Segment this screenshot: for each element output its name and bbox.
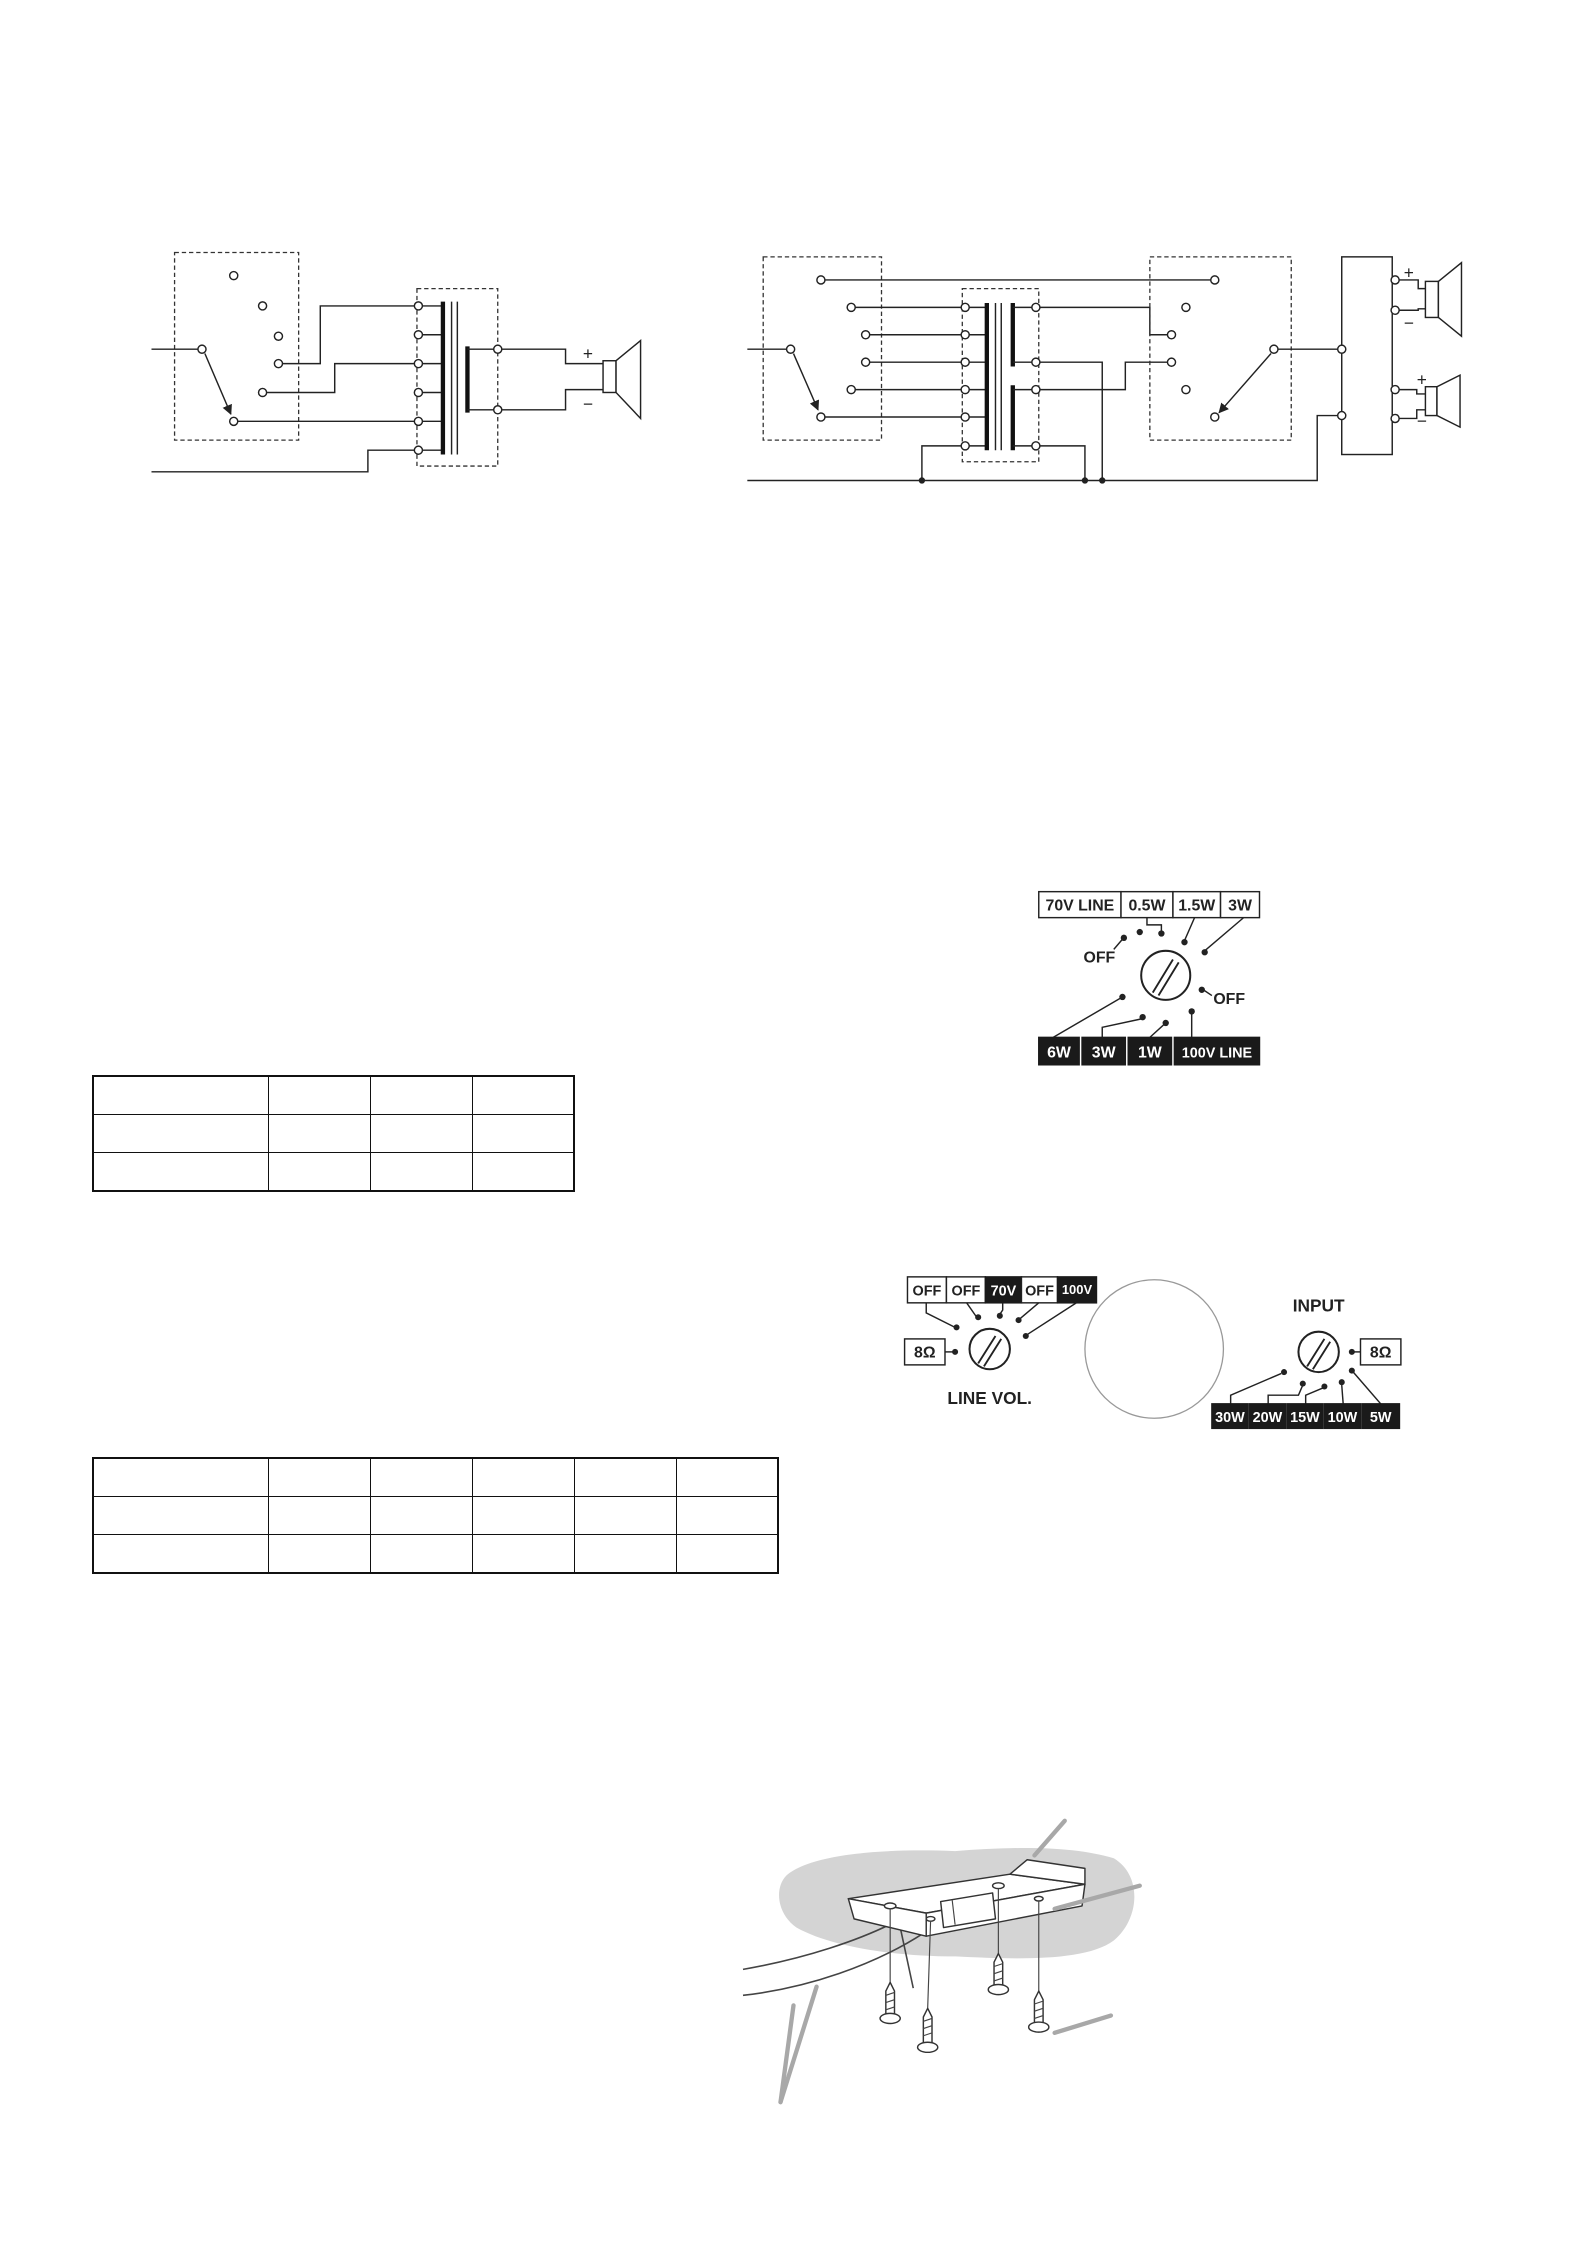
screw-hole [884,1903,896,1909]
label-off: OFF [912,1283,942,1300]
junction-dot [919,477,925,483]
common-tap-wire [922,446,961,481]
network-output-terminal [1391,386,1399,394]
switch-contact [817,413,825,421]
secondary-terminal [1032,303,1040,311]
network-output-terminal [1391,276,1399,284]
table-row [93,1458,778,1497]
polarity-minus: − [582,393,593,414]
position-dot [1158,930,1164,936]
position-leader [1027,1303,1076,1335]
tap-selector-70v-100v [1039,892,1260,1065]
label-100v: 100V [1061,1282,1093,1298]
position-dot [1119,994,1125,1000]
transformer-terminal [961,303,969,311]
speaker-outline-circle [1085,1280,1224,1419]
position-dot [1189,1008,1195,1014]
table-cell [370,1076,472,1115]
input-knob [1298,1332,1338,1372]
primary-tap-leads [970,307,986,446]
secondary-leads [467,349,493,410]
line-vol-label: LINE VOL. [947,1387,1032,1408]
position-leader [1184,918,1194,941]
mounting-screw [918,2008,938,2052]
position-leader [967,1303,977,1317]
position-dot [1349,1368,1355,1374]
mounting-screw [880,1982,900,2023]
transformer-terminal [414,446,422,454]
label-off: OFF [1025,1283,1054,1300]
position-leader [1342,1385,1343,1404]
position-dot [1202,949,1208,955]
line-volume-knob [970,1329,1010,1369]
table-cell [574,1497,676,1535]
screw-head [1029,2022,1049,2032]
secondary-terminal [494,345,502,353]
table-cell [370,1497,472,1535]
label-70v-line: 70V LINE [1045,897,1115,915]
position-dot [1139,1014,1145,1020]
switch-contact [230,417,238,425]
switch-contact [817,276,825,284]
transformer-terminal [961,442,969,450]
switch-contact [259,302,267,310]
switch-contact [1182,386,1190,394]
network-input-terminal [1338,345,1346,353]
label-off-right: OFF [1213,991,1246,1009]
switch-contact [274,332,282,340]
junction-dot [1082,477,1088,483]
transformer-terminal [961,358,969,366]
small-speaker-cone [1437,375,1460,427]
callout-leader-cable [781,1987,817,2102]
position-dot [1016,1317,1022,1323]
screw-head [880,2013,900,2023]
position-dot [1137,929,1143,935]
polarity-minus: − [1403,313,1414,333]
table-cell [370,1458,472,1497]
selector-arrow [1219,354,1271,413]
polarity-plus: + [1403,262,1414,283]
position-dot [1199,987,1205,993]
selector-arrow [205,354,231,415]
switch-contact [274,360,282,368]
position-leader [1053,997,1122,1037]
table-cell [93,1458,268,1497]
table-row [93,1076,574,1115]
position-leader [1231,1374,1281,1404]
polarity-plus: + [582,343,593,364]
network-input-terminal [1338,412,1346,420]
position-dot [1023,1333,1029,1339]
switch-contact [862,358,870,366]
switch-contact [1211,276,1219,284]
table-cell [268,1076,370,1115]
transformer-terminal [414,331,422,339]
table-cell [268,1497,370,1535]
transformer-terminal [414,360,422,368]
secondary-leads [1013,307,1032,446]
switch-contact [1167,358,1175,366]
table-row [93,1535,778,1574]
switch-contact [1182,303,1190,311]
selector-arrow [794,354,819,410]
position-dot [952,1349,958,1355]
label-1-5w: 1.5W [1178,897,1216,915]
transformer-terminal [414,302,422,310]
table-cell [472,1115,574,1153]
position-leader [1114,939,1123,949]
label-30w: 30W [1215,1409,1245,1426]
position-leader [1268,1385,1303,1404]
table-cell [472,1535,574,1574]
transformer-terminal [961,331,969,339]
speaker-cone [616,341,641,419]
table-row [93,1115,574,1153]
output-tap-wire [1040,307,1167,334]
table-cell [676,1458,778,1497]
secondary-terminal [1032,358,1040,366]
small-speaker-magnet [1425,387,1437,416]
switch-contact [230,272,238,280]
label-100v-line: 100V LINE [1181,1045,1253,1062]
label-10w: 10W [1327,1409,1358,1426]
callout-leader-screw [1055,2016,1111,2033]
switch-contact [862,331,870,339]
switch-contact [259,388,267,396]
position-dot [1121,935,1127,941]
spec-table-1 [92,1075,575,1192]
secondary-terminal [1032,386,1040,394]
label-3w: 3W [1091,1044,1116,1062]
network-output-terminal [1391,306,1399,314]
position-dot [1321,1383,1327,1389]
secondary-terminal [1032,442,1040,450]
large-speaker-magnet [1425,281,1438,317]
screw-hole [1034,1896,1043,1901]
position-leader [926,1303,955,1328]
position-dot [1163,1020,1169,1026]
position-dot [975,1314,981,1320]
position-leader [1020,1303,1039,1319]
position-leader [1150,1023,1166,1037]
label-1w: 1W [1137,1044,1162,1062]
label-0-5w: 0.5W [1128,897,1166,915]
rotary-knob [1141,951,1190,1000]
switch-pivot-terminal [787,345,795,353]
switch-contact [1167,331,1175,339]
polarity-plus: + [1416,369,1427,390]
table-cell [93,1497,268,1535]
output-tap-wire [1040,362,1167,389]
label-8-ohm: 8Ω [914,1344,936,1362]
junction-dot [1099,477,1105,483]
mounting-screw [988,1954,1008,1995]
dual-speaker-wiring-diagram [747,257,1461,484]
table-cell [370,1115,472,1153]
table-cell [268,1458,370,1497]
line-volume-and-input-selectors [905,1277,1401,1428]
switch-contact [1211,413,1219,421]
position-leader [1147,918,1161,932]
label-15w: 15W [1290,1409,1320,1426]
table-cell [268,1153,370,1192]
common-wire [151,450,414,472]
position-leader [1353,1372,1380,1404]
table-cell [472,1076,574,1115]
position-dot [1181,939,1187,945]
large-speaker-wires [1399,280,1425,310]
switch-contact [847,386,855,394]
common-wire [747,416,1337,481]
position-dot [1349,1349,1355,1355]
mounting-screw [1029,1991,1049,2032]
table-cell [574,1535,676,1574]
table-cell [676,1535,778,1574]
position-leader [1205,918,1244,951]
table-cell [93,1535,268,1574]
table-cell [574,1458,676,1497]
position-dot [1300,1381,1306,1387]
tap-wire [267,364,414,393]
table-cell [370,1535,472,1574]
position-dot [1339,1379,1345,1385]
table-cell [93,1076,268,1115]
table-cell [268,1115,370,1153]
position-dot [1281,1369,1287,1375]
switch-pivot-terminal [198,345,206,353]
label-70v: 70V [990,1283,1017,1300]
table-row [93,1497,778,1535]
screw-hole [926,1917,935,1922]
position-dot [953,1324,959,1330]
position-leader [1000,1303,1003,1315]
label-6w: 6W [1047,1044,1071,1062]
speaker-magnet [603,361,616,393]
switch-contact [847,303,855,311]
polarity-minus: − [1416,411,1427,432]
transformer-terminal [414,417,422,425]
spec-table-2 [92,1457,779,1574]
label-off-left: OFF [1083,949,1116,967]
large-speaker-cone [1438,263,1461,337]
speaker-network-box [1342,257,1392,455]
network-output-terminal [1391,414,1399,422]
table-cell [268,1535,370,1574]
screw-hole [993,1883,1005,1889]
transformer-terminal [961,386,969,394]
secondary-terminal [494,406,502,414]
switch-pivot-terminal [1270,345,1278,353]
single-speaker-wiring-diagram [151,253,640,472]
tap-wire [283,306,414,364]
screw-head [918,2042,938,2052]
input-label: INPUT [1292,1295,1345,1316]
table-cell [93,1115,268,1153]
table-cell [93,1153,268,1192]
transformer-terminal [414,388,422,396]
table-cell [472,1497,574,1535]
label-5w: 5W [1369,1409,1392,1426]
table-row [93,1153,574,1192]
table-cell [370,1153,472,1192]
table-cell [472,1458,574,1497]
label-off: OFF [951,1283,981,1300]
primary-tap-leads [423,306,442,450]
output-tap-wire [1040,362,1102,480]
position-leader [1102,1019,1142,1038]
label-8-ohm: 8Ω [1369,1344,1392,1362]
transformer-terminal [961,413,969,421]
label-3w: 3W [1228,897,1252,915]
bracket-mounting-illustration [743,1821,1140,2102]
position-dot [997,1313,1003,1319]
output-tap-wire [1040,446,1085,481]
position-leader [1306,1388,1323,1404]
table-cell [472,1153,574,1192]
tap-switch-enclosure [175,253,299,441]
table-cell [676,1497,778,1535]
label-20w: 20W [1252,1409,1283,1426]
screw-head [988,1985,1008,1995]
